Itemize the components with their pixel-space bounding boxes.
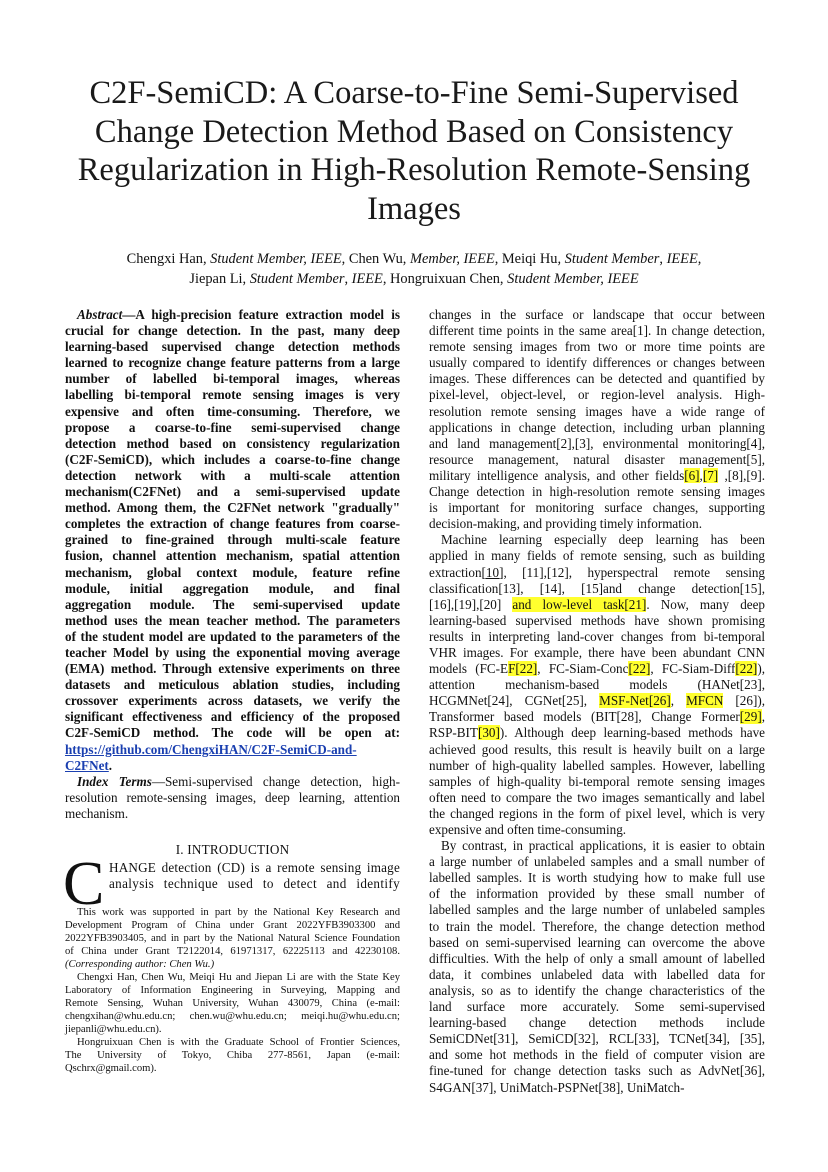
deep-learning-paragraph — [429, 532, 765, 838]
body-line: Transformer based models (BIT[28], Change Former[29], — [429, 709, 765, 725]
intro-line: HANGE detection (CD) is a remote sensing image — [109, 860, 400, 876]
citation-highlight: F[22] — [508, 661, 538, 677]
body-line: and land management[2],[3], environmental monitoring[4], — [429, 435, 765, 451]
abstract-line: datasets and meticulous ablation studies, including — [65, 677, 400, 693]
abstract-line: grained to fine-grained through multi-scale feature — [65, 532, 400, 548]
body-line: military intelligence analysis, and other fields[6],[7] ,[8],[9]. — [429, 467, 765, 483]
footnote-line: Qschrx@gmail.com). — [65, 1063, 157, 1075]
body-line: decision-making, and providing timely information. — [429, 516, 702, 532]
body-line: different time points in the same area[1]. In change detection, — [429, 323, 765, 339]
semi-supervised-paragraph — [429, 838, 765, 1096]
author-line: Jiepan Li, Student Member, IEEE, Hongruixuan Chen, Student Member, IEEE — [189, 270, 639, 287]
body-line: models (FC-EF[22], FC-Siam-Conc[22], FC-Siam-Diff[22]), — [429, 661, 765, 677]
body-line: resource management, natural disaster management[5], — [429, 451, 765, 467]
citation-highlight: [6] — [684, 467, 700, 483]
body-line: extraction[10], [11],[12], hyperspectral remote sensing — [429, 564, 765, 580]
footnote-line: This work was supported in part by the National Key Research and — [77, 907, 400, 919]
abstract-line: method. Among them, the C2FNet network "gradually" — [65, 500, 400, 516]
body-line: VHR images. For example, there have been abundant CNN — [429, 644, 765, 660]
abstract-line: number of labelled bi-temporal images, whereas — [65, 371, 400, 387]
abstract-line: of the student model are updated to the parameters of the — [65, 628, 400, 644]
footnote-line: The University of Tokyo, Chiba 277-8561, Japan (e-mail: — [65, 1050, 400, 1062]
footnote-line: 2022YFB3903405, and in part by the National Natural Science Foundation — [65, 933, 400, 945]
body-line: results in interpreting land-cover changes from bi-temporal — [429, 628, 765, 644]
abstract-link-line: C2FNet. — [65, 757, 113, 773]
abstract-line: learning-based supervised change detection methods — [65, 339, 400, 355]
citation-highlight: [30] — [477, 725, 500, 741]
abstract-line: significant effectiveness and efficiency of the proposed — [65, 709, 400, 725]
abstract-line: mechanism, global context module, feature refine — [65, 564, 400, 580]
abstract-line: fusion, channel attention mechanism, spatial attention — [65, 548, 400, 564]
body-line: a large number of unlabeled samples and a small number of — [429, 854, 765, 870]
body-line: labelled samples and the large number of unlabeled samples — [429, 902, 765, 918]
section-heading: I. INTRODUCTION — [175, 842, 290, 857]
body-line: to train the model. Therefore, the change detection method — [429, 918, 765, 934]
body-line: learning-based supervised methods have shown promising — [429, 612, 765, 628]
footnote-line: Remote Sensing, Wuhan University, Wuhan 430079, China (e-mail: — [65, 998, 400, 1010]
title-line: Regularization in High-Resolution Remote-Sensing — [77, 152, 751, 188]
citation-highlight: [22] — [735, 661, 758, 677]
citation-highlight: [29] — [739, 709, 762, 725]
citation-highlight: MSF-Net[26] — [599, 693, 671, 709]
footnote-line: (Corresponding author: Chen Wu.) — [65, 959, 215, 971]
body-line: and some hot methods in the field of computer vision are — [429, 1047, 765, 1063]
body-line: achieved good results, this result is heavily built on a large — [429, 741, 765, 757]
body-line: pixel-level, object-level, or region-level analysis. High- — [429, 387, 765, 403]
footnotes — [65, 906, 400, 1075]
body-line: of the information provided by these small number of — [429, 886, 765, 902]
body-line: number of high-quality labelled samples. However, labelling — [429, 757, 765, 773]
body-line: usually compared to identify differences or changes between — [429, 355, 765, 371]
index-terms-line: mechanism. — [65, 805, 129, 821]
abstract-link-line — [65, 742, 400, 758]
body-line: applied in many fields of remote sensing, such as building — [429, 548, 765, 564]
footnote-line: Development Program of China under Grant 2022YFB3903300 and — [65, 920, 400, 932]
footnote-line: Laboratory of Information Engineering in Surveying, Mapping and — [65, 985, 400, 997]
footnote-line: Hongruixuan Chen is with the Graduate School of Frontier Sciences, — [77, 1037, 400, 1049]
abstract-line: propose a coarse-to-fine semi-supervised change — [65, 419, 400, 435]
abstract-line: Abstract—A high-precision feature extraction model is — [77, 307, 400, 322]
body-line: remote sensing images from two or more time points are — [429, 339, 765, 355]
abstract-line: learned to recognize change feature patterns from a large — [65, 355, 400, 371]
abstract-line: detection network with a multi-scale attention — [65, 467, 400, 483]
body-line: fine-tuned for change detection tasks such as AdvNet[36], — [429, 1063, 765, 1079]
citation-highlight: [22] — [628, 661, 651, 677]
abstract-line: aggregation module. The semi-supervised update — [65, 596, 400, 612]
body-line: samples of high-quality bi-temporal remote sensing images — [429, 773, 765, 789]
body-line: expensive and often time-consuming. — [429, 822, 627, 837]
body-line: data, it combines unlabeled data with labelled data for — [429, 966, 765, 982]
body-line: Machine learning especially deep learning has been — [441, 532, 765, 548]
right-column — [429, 307, 765, 1096]
body-line: is important for monitoring surface changes, supporting — [429, 500, 765, 516]
abstract-line: completes the extraction of change features from coarse- — [65, 516, 400, 532]
body-line: By contrast, in practical applications, it is easier to obtain — [441, 838, 765, 854]
body-line: learning-based change detection methods include — [429, 1015, 765, 1031]
abstract-line: teacher Model by using the exponential moving average — [65, 644, 400, 660]
body-line: applications in change detection, including urban planning — [429, 419, 765, 435]
intro-continued-paragraph — [429, 307, 765, 532]
title-line: C2F-SemiCD: A Coarse-to-Fine Semi-Supervised — [89, 75, 739, 111]
body-line: the changed regions in the form of pixel level, which is very — [429, 805, 765, 821]
body-line: difficulties. With the help of only a small amount of labelled — [429, 950, 765, 966]
index-terms-label: Index Terms — [77, 773, 152, 789]
footnote — [65, 971, 400, 1036]
body-line: Change detection in high-resolution remote sensing images — [429, 484, 765, 500]
author-line: Chengxi Han, Student Member, IEEE, Chen Wu, Member, IEEE, Meiqi Hu, Student Member, IEEE, — [126, 251, 702, 267]
index-terms-line: resolution remote-sensing images, deep learning, attention — [65, 789, 400, 805]
body-line: analysis, so as to identify the change characteristics of the — [429, 982, 765, 998]
abstract-line: module, initial aggregation module, and final — [65, 580, 400, 596]
abstract-line: (EMA) method. Through extensive experiments on three — [65, 661, 400, 677]
abstract-line: crucial for change detection. In the past, many deep — [65, 323, 400, 339]
author-list — [40, 250, 788, 289]
body-line: SemiCDNet[31], SemiCD[32], RCL[33], TCNet[34], [35], — [429, 1031, 765, 1047]
abstract-line: C2F-SemiCD method. The code will be open at: — [65, 725, 400, 741]
abstract-line: labelling bi-temporal remote sensing images is very — [65, 387, 400, 403]
paper-title — [40, 74, 788, 228]
body-line: labelled samples. It is worth studying how to make full use — [429, 870, 765, 886]
abstract-line: mechanism(C2FNet) and a semi-supervised update — [65, 484, 400, 500]
body-line: [16],[19],[20] and low-level task[21]. Now, many deep — [429, 596, 765, 612]
abstract-body — [65, 323, 400, 741]
body-line: HCGMNet[24], CGNet[25], MSF-Net[26], MFCN [26]), — [429, 693, 765, 709]
citation-highlight: MFCN — [686, 693, 724, 709]
abstract-line: detection method based on consistency regularization — [65, 435, 400, 451]
code-repository-link-cont[interactable]: C2FNet — [65, 757, 109, 773]
body-line: often need to compare the two images semantically and label — [429, 789, 765, 805]
intro-line: analysis technique used to detect and identify — [109, 876, 400, 892]
drop-cap: C — [63, 850, 105, 919]
left-column — [65, 307, 400, 1075]
body-line: RSP-BIT[30]). Although deep learning-based methods have — [429, 725, 765, 741]
abstract-line: (C2F-SemiCD), which includes a coarse-to-fine change — [65, 451, 400, 467]
body-line: resolution remote sensing images have a wide range of — [429, 403, 765, 419]
body-line: attention mechanism-based models (HANet[23], — [429, 677, 765, 693]
abstract-line: method uses the mean teacher method. The parameters — [65, 612, 400, 628]
footnote — [65, 1036, 400, 1075]
index-terms-line: Index Terms—Semi-supervised change detection, high- — [77, 773, 400, 789]
footnote-line: chengxihan@whu.edu.cn; chen.wu@whu.edu.cn; meiqi.hu@whu.edu.cn; — [65, 1011, 400, 1023]
footnote — [65, 906, 400, 971]
citation-highlight: [7] — [702, 467, 719, 483]
footnote-line: of China under Grant T2122014, 61971317, 62225113 and 42230108. — [65, 946, 400, 958]
body-line: land surface more accurately. Some semi-supervised — [429, 999, 765, 1015]
body-line: based on semi-supervised learning can overcome the above — [429, 934, 765, 950]
code-repository-link[interactable]: https://github.com/ChengxiHAN/C2F-SemiCD-and- — [65, 741, 357, 757]
body-line: classification[13], [14], [15]and change detection[15], — [429, 580, 765, 596]
footnote-line: Chengxi Han, Chen Wu, Meiqi Hu and Jiepan Li are with the State Key — [77, 972, 400, 984]
body-line: changes in the surface or landscape that occur between — [429, 307, 765, 322]
abstract-line: crossover experiments across datasets, we verify the — [65, 693, 400, 709]
abstract — [65, 307, 400, 774]
citation-highlight: and low-level task[21] — [512, 596, 647, 612]
index-terms — [65, 774, 400, 822]
body-line: S4GAN[37], UniMatch-PSPNet[38], UniMatch- — [429, 1079, 685, 1095]
abstract-label: Abstract — [77, 307, 123, 322]
title-line: Images — [367, 190, 461, 227]
body-line: images. These differences can be detected and quantified by — [429, 371, 765, 387]
abstract-line: expensive and often time-consuming. Therefore, we — [65, 403, 400, 419]
footnote-line: jiepanli@whu.edu.cn). — [65, 1024, 162, 1036]
title-line: Change Detection Method Based on Consistency — [94, 113, 734, 150]
